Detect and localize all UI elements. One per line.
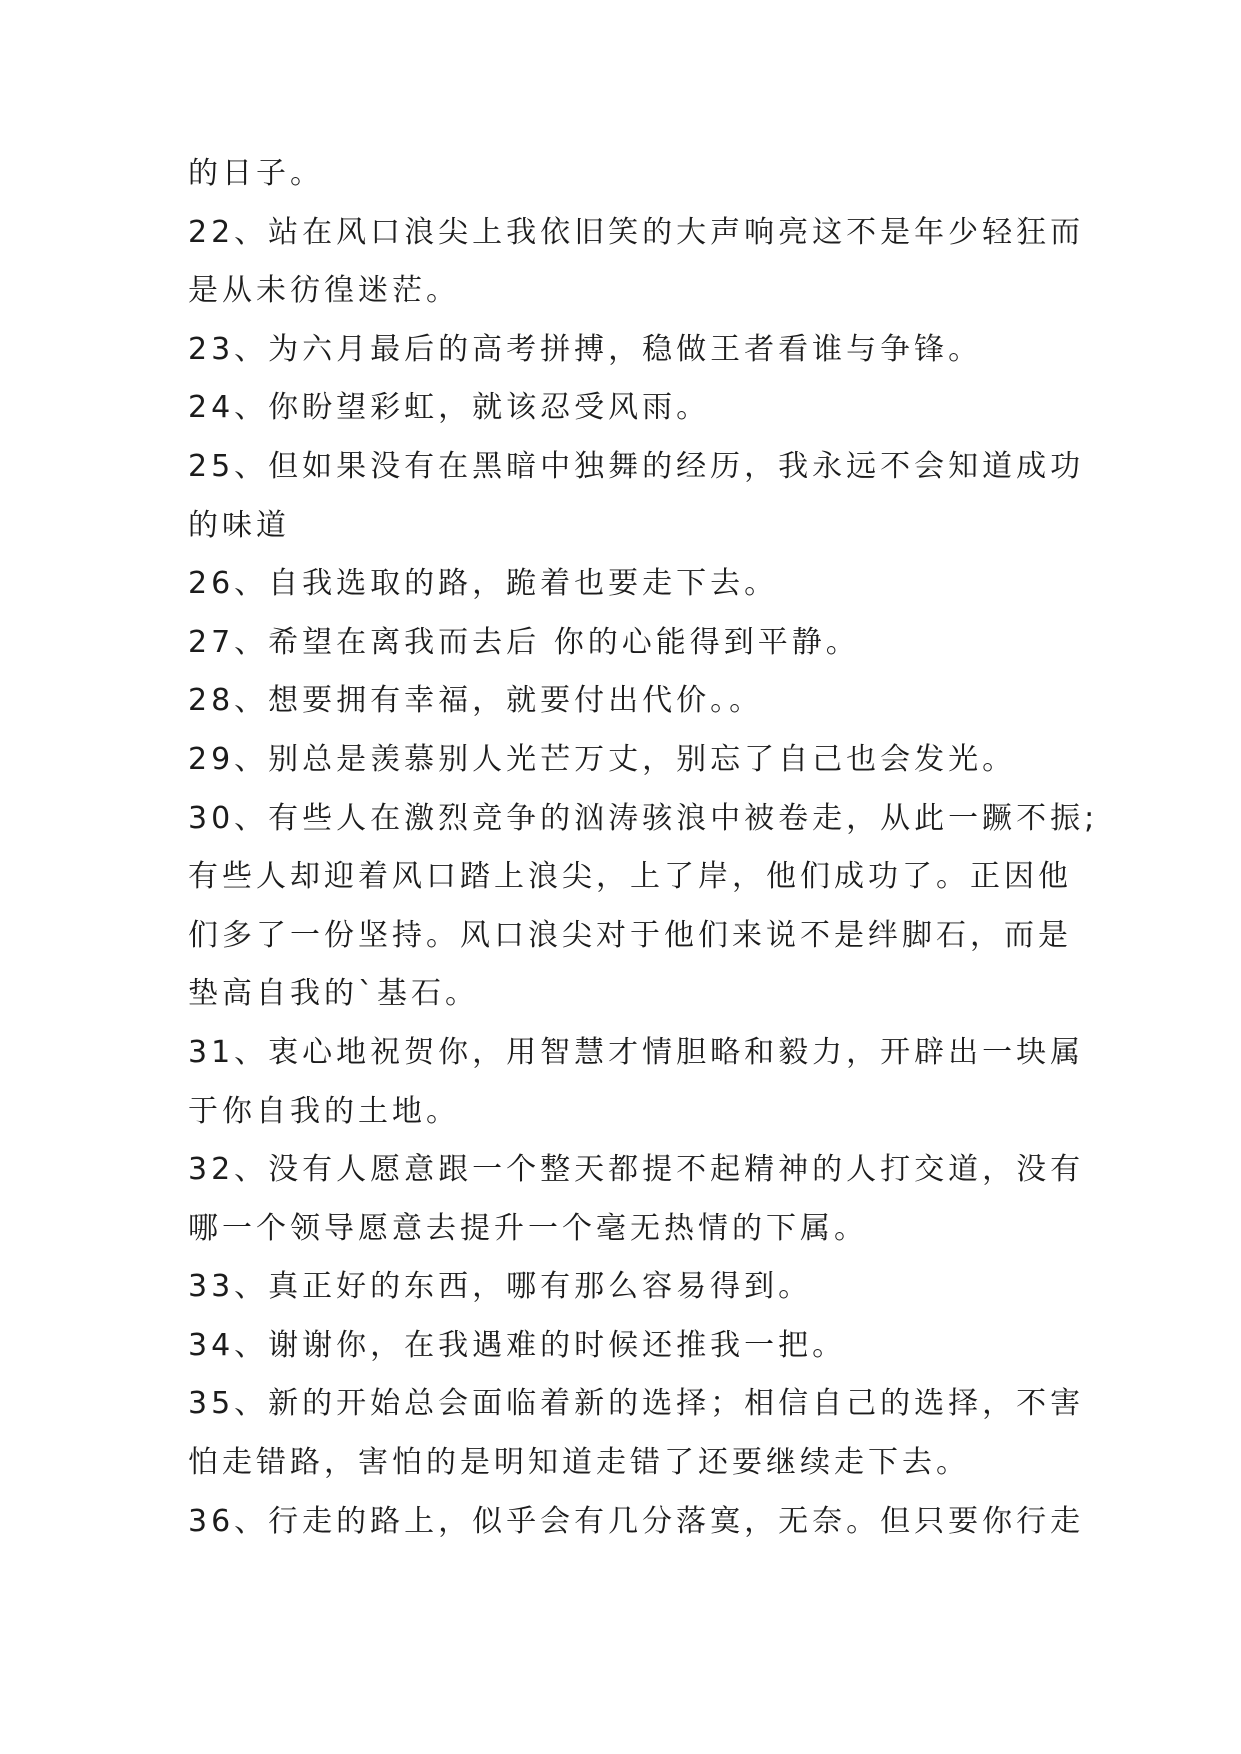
text-line: 32、没有人愿意跟一个整天都提不起精神的人打交道，没有: [188, 1152, 1085, 1188]
text-line: 有些人却迎着风口踏上浪尖，上了岸，他们成功了。正因他: [188, 859, 1072, 895]
text-line: 27、希望在离我而去后 你的心能得到平静。: [188, 624, 860, 660]
text-line: 33、真正好的东西，哪有那么容易得到。: [188, 1269, 813, 1305]
text-line: 的日子。: [188, 156, 324, 191]
text-line: 26、自我选取的路，跪着也要走下去。: [188, 566, 779, 602]
text-line: 22、站在风口浪尖上我依旧笑的大声响亮这不是年少轻狂而: [188, 214, 1085, 250]
text-line: 31、衷心地祝贺你，用智慧才情胆略和毅力，开辟出一块属: [188, 1034, 1085, 1070]
text-line: 哪一个领导愿意去提升一个毫无热情的下属。: [188, 1210, 868, 1246]
text-line: 30、有些人在激烈竞争的汹涛骇浪中被卷走，从此一蹶不振;: [188, 800, 1099, 836]
text-line: 29、别总是羡慕别人光芒万丈，别忘了自己也会发光。: [188, 741, 1017, 777]
document-body: [188, 145, 1099, 1551]
text-line: 是从未彷徨迷茫。: [188, 273, 460, 309]
text-line: 36、行走的路上，似乎会有几分落寞，无奈。但只要你行走: [188, 1503, 1085, 1539]
text-line: 怕走错路，害怕的是明知道走错了还要继续走下去。: [188, 1445, 970, 1481]
text-line: 25、但如果没有在黑暗中独舞的经历，我永远不会知道成功: [188, 448, 1085, 484]
text-line: 23、为六月最后的高考拼搏，稳做王者看谁与争锋。: [188, 331, 983, 367]
text-line: 35、新的开始总会面临着新的选择；相信自己的选择，不害: [188, 1386, 1085, 1422]
text-line: 于你自我的土地。: [188, 1093, 460, 1129]
text-line: 垫高自我的`基石。: [188, 976, 479, 1012]
text-line: 34、谢谢你，在我遇难的时候还推我一把。: [188, 1327, 847, 1363]
text-line: 28、想要拥有幸福，就要付出代价。。: [188, 683, 764, 719]
text-line: 的味道: [188, 507, 290, 543]
text-line: 们多了一份坚持。风口浪尖对于他们来说不是绊脚石，而是: [188, 917, 1072, 953]
text-line: 24、你盼望彩虹，就该忍受风雨。: [188, 390, 711, 426]
